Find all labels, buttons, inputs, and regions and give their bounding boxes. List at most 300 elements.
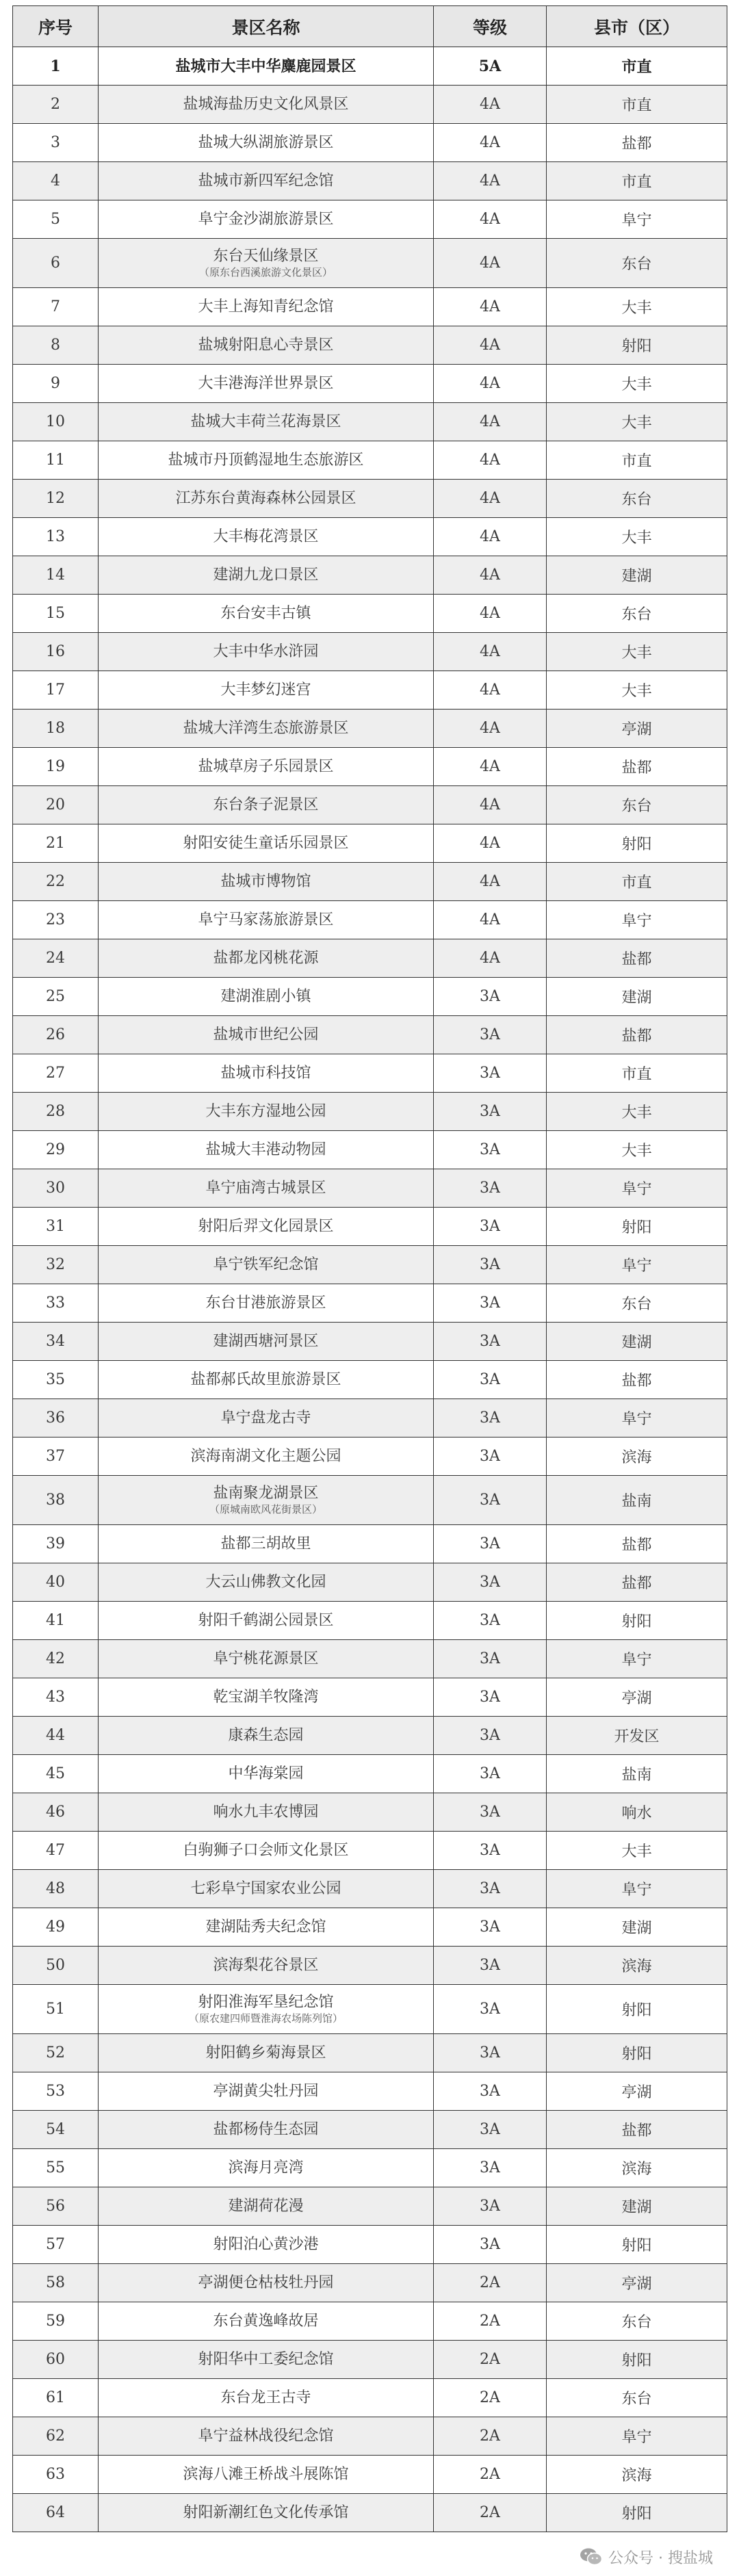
cell-name	[99, 556, 434, 595]
scenic-name: 射阳淮海军垦纪念馆	[198, 1993, 334, 2011]
cell-grade: 3A	[434, 1208, 547, 1246]
cell-name	[99, 710, 434, 748]
cell-grade: 4A	[434, 86, 547, 124]
cell-index: 49	[13, 1908, 99, 1947]
scenic-name: 东台龙王古寺	[220, 2389, 311, 2406]
cell-index: 28	[13, 1093, 99, 1131]
scenic-name: 江苏东台黄海森林公园景区	[175, 489, 356, 507]
cell-name	[99, 1284, 434, 1323]
cell-grade: 4A	[434, 748, 547, 786]
cell-index: 34	[13, 1323, 99, 1361]
table-row	[13, 2417, 727, 2456]
table-row	[13, 1476, 727, 1525]
scenic-name: 射阳后羿文化园景区	[198, 1217, 334, 1235]
cell-index: 11	[13, 441, 99, 480]
table-header	[13, 6, 727, 47]
cell-district: 东台	[547, 786, 727, 824]
table-body	[13, 47, 727, 2532]
cell-index: 58	[13, 2264, 99, 2302]
table-row	[13, 1131, 727, 1169]
cell-name	[99, 518, 434, 556]
wechat-watermark	[580, 2543, 713, 2571]
cell-index: 17	[13, 671, 99, 710]
table-row	[13, 403, 727, 441]
cell-name	[99, 633, 434, 671]
scenic-name: 亭湖便仓枯枝牡丹园	[198, 2274, 334, 2291]
scenic-name: 盐城海盐历史文化风景区	[183, 95, 349, 113]
cell-grade: 3A	[434, 1870, 547, 1908]
cell-grade: 2A	[434, 2494, 547, 2532]
cell-grade: 3A	[434, 1323, 547, 1361]
cell-index: 55	[13, 2149, 99, 2187]
table-row	[13, 86, 727, 124]
scenic-area-table-sheet	[12, 5, 727, 2532]
cell-grade: 5A	[434, 47, 547, 86]
scenic-name: 滨海梨花谷景区	[213, 1956, 319, 1974]
cell-district: 大丰	[547, 633, 727, 671]
scenic-name: 盐城大洋湾生态旅游景区	[183, 719, 349, 737]
scenic-name: 盐城草房子乐园景区	[198, 757, 334, 775]
cell-index: 64	[13, 2494, 99, 2532]
cell-name	[99, 671, 434, 710]
cell-name	[99, 1870, 434, 1908]
cell-name	[99, 124, 434, 162]
cell-name	[99, 1525, 434, 1563]
table-row	[13, 2341, 727, 2379]
table-row	[13, 1678, 727, 1717]
cell-index: 22	[13, 863, 99, 901]
cell-grade: 4A	[434, 288, 547, 326]
scenic-name: 盐都郝氏故里旅游景区	[190, 1370, 341, 1388]
cell-name	[99, 1717, 434, 1755]
watermark-text: 公众号 · 搜盐城	[608, 2549, 713, 2567]
cell-name	[99, 1908, 434, 1947]
cell-district: 盐都	[547, 748, 727, 786]
cell-district: 建湖	[547, 2187, 727, 2226]
table-row	[13, 1717, 727, 1755]
table-row	[13, 2111, 727, 2149]
cell-name	[99, 1054, 434, 1093]
cell-index: 63	[13, 2456, 99, 2494]
header-district: 县市（区）	[547, 6, 727, 47]
cell-index: 10	[13, 403, 99, 441]
cell-grade: 3A	[434, 1361, 547, 1399]
cell-district: 盐都	[547, 1525, 727, 1563]
cell-name	[99, 1169, 434, 1208]
cell-name	[99, 86, 434, 124]
table-row	[13, 239, 727, 288]
cell-district: 东台	[547, 480, 727, 518]
cell-index: 6	[13, 239, 99, 288]
cell-index: 48	[13, 1870, 99, 1908]
cell-grade: 3A	[434, 1437, 547, 1476]
scenic-name: 盐城市世纪公园	[213, 1026, 319, 1043]
scenic-name: 大丰中华水浒园	[213, 642, 319, 660]
cell-index: 42	[13, 1640, 99, 1678]
cell-district: 东台	[547, 1284, 727, 1323]
cell-name	[99, 162, 434, 200]
cell-grade: 3A	[434, 1054, 547, 1093]
cell-district: 阜宁	[547, 1399, 727, 1437]
cell-name	[99, 939, 434, 978]
scenic-name: 盐都龙冈桃花源	[213, 949, 319, 967]
scenic-name: 滨海南湖文化主题公园	[190, 1447, 341, 1465]
cell-index: 43	[13, 1678, 99, 1717]
table-row	[13, 2226, 727, 2264]
cell-grade: 4A	[434, 710, 547, 748]
scenic-name: 盐城市丹顶鹤湿地生态旅游区	[168, 451, 364, 469]
cell-district: 阜宁	[547, 200, 727, 239]
scenic-name: 滨海八滩王桥战斗展陈馆	[183, 2465, 349, 2483]
scenic-name: 建湖陆秀夫纪念馆	[205, 1918, 326, 1936]
cell-grade: 3A	[434, 978, 547, 1016]
cell-district: 东台	[547, 595, 727, 633]
scenic-name: 阜宁金沙湖旅游景区	[198, 210, 334, 228]
table-row	[13, 2034, 727, 2072]
table-row	[13, 2494, 727, 2532]
cell-grade: 3A	[434, 2187, 547, 2226]
scenic-name: 盐城市博物馆	[220, 872, 311, 890]
scenic-name: 盐都杨侍生态园	[213, 2120, 319, 2138]
cell-index: 53	[13, 2072, 99, 2111]
scenic-name: 阜宁益林战役纪念馆	[198, 2427, 334, 2445]
cell-district: 大丰	[547, 1093, 727, 1131]
cell-name	[99, 2417, 434, 2456]
scenic-name: 七彩阜宁国家农业公园	[190, 1879, 341, 1897]
cell-index: 52	[13, 2034, 99, 2072]
cell-grade: 4A	[434, 786, 547, 824]
cell-index: 30	[13, 1169, 99, 1208]
scenic-name: 大丰港海洋世界景区	[198, 374, 334, 392]
table-row	[13, 2302, 727, 2341]
table-row	[13, 786, 727, 824]
cell-district: 盐都	[547, 1563, 727, 1602]
cell-name	[99, 2341, 434, 2379]
cell-district: 大丰	[547, 671, 727, 710]
scenic-name: 盐城市大丰中华麋鹿园景区	[175, 57, 356, 75]
table-row	[13, 1323, 727, 1361]
cell-index: 47	[13, 1832, 99, 1870]
cell-index: 23	[13, 901, 99, 939]
cell-index: 8	[13, 326, 99, 365]
cell-name	[99, 2302, 434, 2341]
cell-name	[99, 1208, 434, 1246]
scenic-name: 白驹狮子口会师文化景区	[183, 1841, 349, 1859]
scenic-name: 射阳新潮红色文化传承馆	[183, 2503, 349, 2521]
cell-name	[99, 1323, 434, 1361]
cell-name	[99, 2187, 434, 2226]
cell-index: 38	[13, 1476, 99, 1525]
scenic-name: 盐城大纵湖旅游景区	[198, 133, 334, 151]
table-row	[13, 326, 727, 365]
cell-name	[99, 1016, 434, 1054]
cell-grade: 3A	[434, 1093, 547, 1131]
table-row	[13, 1832, 727, 1870]
cell-district: 市直	[547, 47, 727, 86]
cell-district: 建湖	[547, 1908, 727, 1947]
table-row	[13, 556, 727, 595]
table-row	[13, 2379, 727, 2417]
wechat-icon	[580, 2547, 603, 2566]
header-name: 景区名称	[99, 6, 434, 47]
cell-district: 射阳	[547, 1208, 727, 1246]
cell-grade: 4A	[434, 200, 547, 239]
cell-grade: 2A	[434, 2341, 547, 2379]
cell-index: 13	[13, 518, 99, 556]
table-row	[13, 748, 727, 786]
scenic-area-table	[12, 5, 727, 2532]
scenic-name: 阜宁马家荡旅游景区	[198, 911, 334, 928]
cell-district: 盐都	[547, 939, 727, 978]
cell-index: 62	[13, 2417, 99, 2456]
scenic-name: 大丰梦幻迷宫	[220, 681, 311, 699]
table-row	[13, 1870, 727, 1908]
scenic-name: 射阳千鹤湖公园景区	[198, 1611, 334, 1629]
scenic-name: 射阳泊心黄沙港	[213, 2235, 319, 2253]
cell-district: 盐南	[547, 1755, 727, 1793]
cell-grade: 3A	[434, 1399, 547, 1437]
table-row	[13, 1525, 727, 1563]
cell-grade: 4A	[434, 901, 547, 939]
cell-district: 阜宁	[547, 1246, 727, 1284]
cell-index: 51	[13, 1985, 99, 2034]
table-row	[13, 2187, 727, 2226]
cell-grade: 4A	[434, 480, 547, 518]
table-row	[13, 1985, 727, 2034]
cell-grade: 3A	[434, 1284, 547, 1323]
table-row	[13, 1908, 727, 1947]
table-row	[13, 2456, 727, 2494]
cell-name	[99, 47, 434, 86]
cell-index: 2	[13, 86, 99, 124]
cell-index: 61	[13, 2379, 99, 2417]
scenic-former-name: （原农建四师暨淮海农场陈列馆）	[188, 2012, 343, 2025]
cell-name	[99, 595, 434, 633]
cell-grade: 2A	[434, 2302, 547, 2341]
cell-grade: 4A	[434, 556, 547, 595]
cell-district: 盐都	[547, 1016, 727, 1054]
cell-grade: 4A	[434, 939, 547, 978]
table-row	[13, 2072, 727, 2111]
cell-district: 大丰	[547, 403, 727, 441]
cell-district: 大丰	[547, 518, 727, 556]
table-row	[13, 480, 727, 518]
cell-district: 大丰	[547, 1832, 727, 1870]
table-row	[13, 1246, 727, 1284]
cell-grade: 3A	[434, 1793, 547, 1832]
cell-grade: 4A	[434, 441, 547, 480]
cell-grade: 3A	[434, 1985, 547, 2034]
cell-district: 射阳	[547, 326, 727, 365]
cell-name	[99, 2379, 434, 2417]
scenic-name: 东台黄逸峰故居	[213, 2312, 319, 2330]
cell-district: 阜宁	[547, 1640, 727, 1678]
cell-index: 9	[13, 365, 99, 403]
cell-district: 大丰	[547, 288, 727, 326]
table-row	[13, 2149, 727, 2187]
scenic-name: 滨海月亮湾	[228, 2159, 304, 2176]
cell-index: 3	[13, 124, 99, 162]
cell-district: 阜宁	[547, 901, 727, 939]
scenic-name: 盐城大丰港动物园	[205, 1141, 326, 1158]
cell-name	[99, 239, 434, 288]
cell-district: 亭湖	[547, 2072, 727, 2111]
cell-index: 56	[13, 2187, 99, 2226]
cell-index: 39	[13, 1525, 99, 1563]
cell-index: 16	[13, 633, 99, 671]
table-row	[13, 978, 727, 1016]
cell-grade: 3A	[434, 1640, 547, 1678]
cell-district: 市直	[547, 441, 727, 480]
table-row	[13, 1437, 727, 1476]
scenic-name: 东台天仙缘景区	[213, 247, 319, 265]
scenic-name: 大云山佛教文化园	[205, 1573, 326, 1591]
cell-name	[99, 1832, 434, 1870]
cell-district: 盐都	[547, 1361, 727, 1399]
cell-district: 开发区	[547, 1717, 727, 1755]
cell-index: 18	[13, 710, 99, 748]
table-row	[13, 1208, 727, 1246]
cell-name	[99, 1131, 434, 1169]
cell-index: 40	[13, 1563, 99, 1602]
table-row	[13, 1093, 727, 1131]
table-row	[13, 1284, 727, 1323]
cell-name	[99, 2494, 434, 2532]
cell-grade: 3A	[434, 2226, 547, 2264]
cell-index: 26	[13, 1016, 99, 1054]
scenic-name: 建湖九龙口景区	[213, 566, 319, 584]
cell-index: 29	[13, 1131, 99, 1169]
header-row	[13, 6, 727, 47]
scenic-name: 大丰上海知青纪念馆	[198, 298, 334, 315]
cell-index: 27	[13, 1054, 99, 1093]
cell-grade: 4A	[434, 326, 547, 365]
cell-name	[99, 326, 434, 365]
cell-index: 19	[13, 748, 99, 786]
cell-district: 盐南	[547, 1476, 727, 1525]
cell-index: 36	[13, 1399, 99, 1437]
scenic-name: 东台安丰古镇	[220, 604, 311, 622]
cell-district: 滨海	[547, 2456, 727, 2494]
cell-index: 35	[13, 1361, 99, 1399]
cell-district: 大丰	[547, 1131, 727, 1169]
scenic-name: 亭湖黄尖牡丹园	[213, 2082, 319, 2100]
cell-name	[99, 863, 434, 901]
scenic-name: 康森生态园	[228, 1726, 304, 1744]
cell-grade: 4A	[434, 633, 547, 671]
cell-index: 12	[13, 480, 99, 518]
cell-grade: 4A	[434, 824, 547, 863]
cell-district: 阜宁	[547, 1169, 727, 1208]
table-row	[13, 863, 727, 901]
scenic-name: 建湖荷花漫	[228, 2197, 304, 2215]
cell-grade: 3A	[434, 1476, 547, 1525]
cell-index: 54	[13, 2111, 99, 2149]
table-row	[13, 633, 727, 671]
cell-district: 市直	[547, 1054, 727, 1093]
table-row	[13, 47, 727, 86]
scenic-name: 阜宁铁军纪念馆	[213, 1256, 319, 1273]
cell-district: 东台	[547, 239, 727, 288]
cell-name	[99, 1246, 434, 1284]
table-row	[13, 901, 727, 939]
cell-grade: 3A	[434, 2034, 547, 2072]
cell-index: 33	[13, 1284, 99, 1323]
cell-grade: 3A	[434, 1832, 547, 1870]
scenic-name: 响水九丰农博园	[213, 1803, 319, 1821]
cell-name	[99, 824, 434, 863]
table-row	[13, 1602, 727, 1640]
table-row	[13, 671, 727, 710]
cell-name	[99, 288, 434, 326]
cell-grade: 2A	[434, 2264, 547, 2302]
header-grade: 等级	[434, 6, 547, 47]
cell-district: 市直	[547, 162, 727, 200]
cell-grade: 3A	[434, 2111, 547, 2149]
cell-district: 射阳	[547, 2034, 727, 2072]
table-row	[13, 1947, 727, 1985]
cell-index: 1	[13, 47, 99, 86]
scenic-name: 阜宁桃花源景区	[213, 1650, 319, 1667]
cell-name	[99, 901, 434, 939]
cell-name	[99, 1399, 434, 1437]
cell-index: 32	[13, 1246, 99, 1284]
cell-index: 4	[13, 162, 99, 200]
scenic-name: 建湖淮剧小镇	[220, 987, 311, 1005]
cell-district: 射阳	[547, 2341, 727, 2379]
cell-grade: 2A	[434, 2456, 547, 2494]
scenic-name: 盐城市新四军纪念馆	[198, 172, 334, 190]
cell-index: 59	[13, 2302, 99, 2341]
cell-name	[99, 1793, 434, 1832]
cell-grade: 4A	[434, 162, 547, 200]
scenic-name: 盐城大丰荷兰花海景区	[190, 413, 341, 430]
cell-name	[99, 2149, 434, 2187]
scenic-name: 射阳安徒生童话乐园景区	[183, 834, 349, 852]
cell-name	[99, 1093, 434, 1131]
table-row	[13, 365, 727, 403]
cell-district: 滨海	[547, 2149, 727, 2187]
cell-district: 射阳	[547, 1602, 727, 1640]
cell-index: 7	[13, 288, 99, 326]
table-row	[13, 710, 727, 748]
table-row	[13, 518, 727, 556]
cell-grade: 3A	[434, 1169, 547, 1208]
cell-index: 45	[13, 1755, 99, 1793]
cell-index: 21	[13, 824, 99, 863]
cell-district: 亭湖	[547, 2264, 727, 2302]
cell-name	[99, 441, 434, 480]
cell-grade: 3A	[434, 1947, 547, 1985]
cell-name	[99, 2456, 434, 2494]
scenic-former-name: （原城南欧风花街景区）	[209, 1502, 322, 1515]
cell-district: 射阳	[547, 2494, 727, 2532]
cell-grade: 3A	[434, 1525, 547, 1563]
cell-name	[99, 1476, 434, 1525]
cell-index: 46	[13, 1793, 99, 1832]
scenic-name: 大丰东方湿地公园	[205, 1102, 326, 1120]
scenic-name: 东台甘港旅游景区	[205, 1294, 326, 1312]
table-row	[13, 595, 727, 633]
cell-name	[99, 1947, 434, 1985]
cell-name	[99, 2111, 434, 2149]
table-row	[13, 1755, 727, 1793]
cell-district: 东台	[547, 2379, 727, 2417]
cell-name	[99, 365, 434, 403]
cell-name	[99, 1640, 434, 1678]
cell-district: 建湖	[547, 1323, 727, 1361]
cell-district: 市直	[547, 863, 727, 901]
